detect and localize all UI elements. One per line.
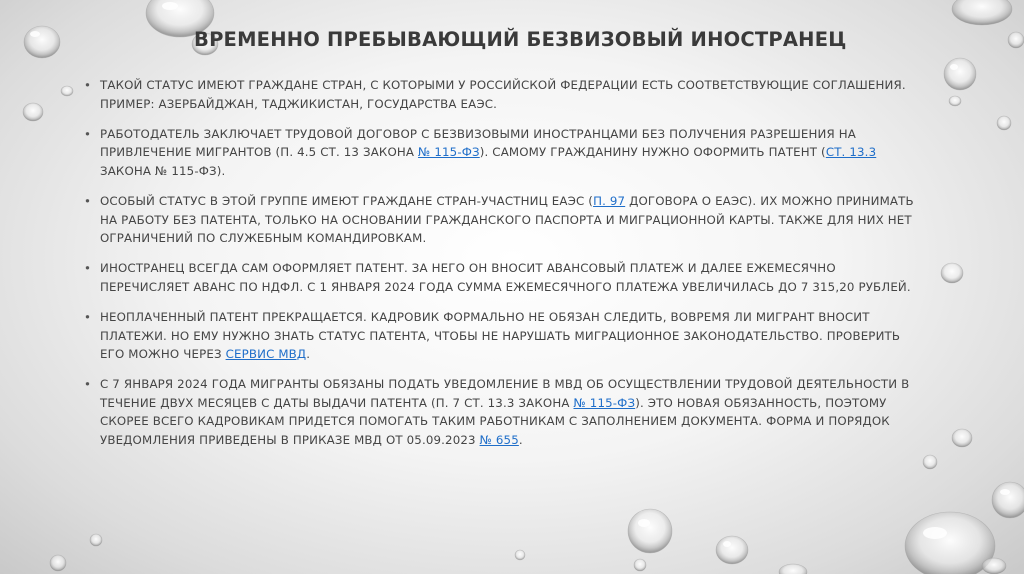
bullet-item-1	[78, 76, 928, 113]
bullet-text: НЕОПЛАЧЕННЫЙ ПАТЕНТ ПРЕКРАЩАЕТСЯ. КАДРОВИК ФОРМАЛЬНО НЕ ОБЯЗАН СЛЕДИТЬ, ВОВРЕМЯ ЛИ МИГРАНТ ВНОСИТ ПЛАТЕЖИ. НО ЕМУ НУЖНО ЗНАТЬ СТАТУС ПАТЕНТА, ЧТОБЫ НЕ НАРУШАТЬ МИГРАЦИОННОЕ ЗАКОНОДАТЕЛЬСТВО. ПРОВЕРИТЬ ЕГО МОЖНО ЧЕРЕЗ	[100, 309, 901, 362]
bullet-list	[78, 76, 928, 450]
bullet-text: .	[518, 433, 523, 447]
bullet-item-4	[78, 259, 928, 296]
bullet-item-6	[78, 375, 928, 449]
order-655-link[interactable]: № 655	[479, 433, 519, 447]
article-13-3-link[interactable]: СТ. 13.3	[825, 145, 877, 160]
bullet-text: РАБОТОДАТЕЛЬ ЗАКЛЮЧАЕТ ТРУДОВОЙ ДОГОВОР С БЕЗВИЗОВЫМИ ИНОСТРАНЦАМИ БЕЗ ПОЛУЧЕНИЯ РАЗРЕШЕНИЯ НА ПРИВЛЕЧЕНИЕ МИГРАНТОВ (П. 4.5 СТ. 13 ЗАКОНА	[100, 126, 856, 160]
bullet-text: ). САМОМУ ГРАЖДАНИНУ НУЖНО ОФОРМИТЬ ПАТЕНТ (	[479, 145, 826, 160]
law-115-fz-link[interactable]: № 115-ФЗ	[573, 395, 636, 410]
bullet-text: С 7 ЯНВАРЯ 2024 ГОДА МИГРАНТЫ ОБЯЗАНЫ ПОДАТЬ УВЕДОМЛЕНИЕ В МВД ОБ ОСУЩЕСТВЛЕНИИ ТРУДОВОЙ ДЕЯТЕЛЬНОСТИ В ТЕЧЕНИЕ ДВУХ МЕСЯЦЕВ С ДАТЫ ВЫДАЧИ ПАТЕНТА (П. 7 СТ. 13.3 ЗАКОНА	[100, 377, 910, 410]
bullet-text: ОСОБЫЙ СТАТУС В ЭТОЙ ГРУППЕ ИМЕЮТ ГРАЖДАНЕ СТРАН-УЧАСТНИЦ ЕАЭС (	[100, 193, 594, 208]
slide-title: ВРЕМЕННО ПРЕБЫВАЮЩИЙ БЕЗВИЗОВЫЙ ИНОСТРАНЕЦ	[194, 28, 847, 51]
bullet-text: .	[306, 347, 311, 362]
bullet-item-5	[78, 308, 928, 364]
eaeu-p97-link[interactable]: П. 97	[593, 193, 626, 208]
slide-content	[78, 76, 928, 461]
bullet-item-3	[78, 192, 928, 248]
bullet-text: ). ЭТО НОВАЯ ОБЯЗАННОСТЬ, ПОЭТОМУ СКОРЕЕ ВСЕГО КАДРОВИКАМ ПРИДЕТСЯ ПОМОГАТЬ ТАКИМ РАБОТНИКАМ С ЗАПОЛНЕНИЕМ ДОКУМЕНТА. ФОРМА И ПОРЯДОК УВЕДОМЛЕНИЯ ПРИВЕДЕНЫ В ПРИКАЗЕ МВД ОТ 05.09.2023	[100, 395, 890, 447]
bullet-item-2	[78, 125, 928, 181]
bullet-text: ДОГОВОРА О ЕАЭС). ИХ МОЖНО ПРИНИМАТЬ НА РАБОТУ БЕЗ ПАТЕНТА, ТОЛЬКО НА ОСНОВАНИИ ГРАЖДАНСКОГО ПАСПОРТА И МИГРАЦИОННОЙ КАРТЫ. ТАКЖЕ ДЛЯ НИХ НЕТ ОГРАНИЧЕНИЙ ПО СЛУЖЕБНЫМ КОМАНДИРОВКАМ.	[100, 193, 914, 246]
bullet-text: ИНОСТРАНЕЦ ВСЕГДА САМ ОФОРМЛЯЕТ ПАТЕНТ. ЗА НЕГО ОН ВНОСИТ АВАНСОВЫЙ ПЛАТЕЖ И ДАЛЕЕ ЕЖЕМЕСЯЧНО ПЕРЕЧИСЛЯЕТ АВАНС ПО НДФЛ. С 1 ЯНВАРЯ 2024 ГОДА СУММА ЕЖЕМЕСЯЧНОГО ПЛАТЕЖА УВЕЛИЧИЛАСЬ ДО 7 315,20 РУБЛЕЙ.	[100, 261, 911, 294]
bullet-text: ТАКОЙ СТАТУС ИМЕЮТ ГРАЖДАНЕ СТРАН, С КОТОРЫМИ У РОССИЙСКОЙ ФЕДЕРАЦИИ ЕСТЬ СООТВЕТСТВУЮЩИЕ СОГЛАШЕНИЯ. ПРИМЕР: АЗЕРБАЙДЖАН, ТАДЖИКИСТАН, ГОСУДАРСТВА ЕАЭС.	[100, 78, 906, 111]
law-115-fz-link[interactable]: № 115-ФЗ	[418, 145, 480, 160]
mvd-service-link[interactable]: СЕРВИС МВД	[225, 347, 307, 362]
bullet-text: ЗАКОНА № 115-ФЗ).	[100, 163, 226, 178]
